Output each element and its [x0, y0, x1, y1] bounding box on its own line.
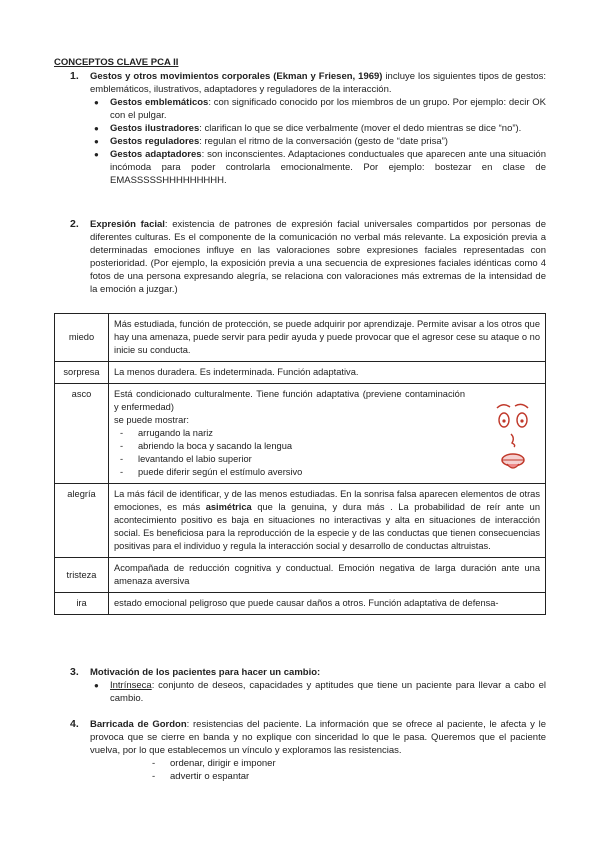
gesture-list — [54, 96, 546, 187]
emotions-table — [54, 313, 546, 615]
list-item-term: Intrínseca — [110, 680, 152, 691]
section-2-heading: Expresión facial — [90, 219, 165, 230]
gordon-list — [146, 757, 546, 783]
disgust-face-illustration — [493, 398, 533, 478]
list-item-term: Gestos adaptadores — [110, 149, 202, 160]
emotion-description — [109, 384, 546, 484]
section-1 — [54, 70, 546, 187]
section-3 — [54, 666, 546, 705]
table-row — [55, 314, 546, 362]
emotion-description: La menos duradera. Es indeterminada. Función adaptativa. — [109, 362, 546, 384]
section-4 — [54, 718, 546, 783]
list-item-term: Gestos reguladores — [110, 136, 200, 147]
list-item — [90, 96, 546, 122]
section-1-intro — [90, 70, 546, 96]
table-row — [55, 484, 546, 558]
section-3-heading: Motivación de los pacientes para hacer un cambio: — [90, 667, 321, 678]
list-item: - arrugando la nariz — [114, 427, 540, 440]
list-item-text: : son inconscientes. Adaptaciones conductuales que aparecen ante una situación incómoda para poder controlarla emocionalmente. Por ejemplo: bostezar en clase de EMASSSSSHHHHHHHHH. — [110, 149, 546, 186]
list-item — [90, 148, 546, 187]
table-row — [55, 384, 546, 484]
emotion-label: sorpresa — [55, 362, 109, 384]
alegria-text-1: La más fácil de identificar, y de las menos estudiadas. En la sonrisa falsa aparecen elementos de otras emociones, es más — [114, 489, 540, 512]
page-title: CONCEPTOS CLAVE PCA II — [54, 57, 179, 68]
emotion-label: tristeza — [55, 558, 109, 593]
section-2-paragraph — [90, 218, 546, 296]
emotion-label: asco — [55, 384, 109, 484]
list-item-text: : con significado conocido por los miembros de un grupo. Por ejemplo: decir OK con el pulgar. — [110, 97, 546, 121]
list-item: - ordenar, dirigir e imponer — [146, 757, 546, 770]
emotion-label: alegría — [55, 484, 109, 558]
asco-list — [114, 427, 540, 479]
section-4-number: 4. — [70, 718, 79, 730]
list-item-text: : conjunto de deseos, capacidades y aptitudes que tiene un paciente para llevar a cabo el cambio. — [110, 680, 546, 704]
list-item-text: : regulan el ritmo de la conversación (gesto de “date prisa”) — [199, 136, 448, 147]
alegria-bold: asimétrica — [205, 502, 252, 512]
list-item: - levantando el labio superior — [114, 453, 540, 466]
emotion-description — [109, 484, 546, 558]
section-4-text: : resistencias del paciente. La información que se ofrece al paciente, le afecta y le provoca que se cierre en banda y no explique con sinceridad lo que le pasa. Queremos que el paciente vuelva, por lo que establecemos un vínculo y exploramos las resistencias. — [90, 719, 547, 756]
section-4-heading: Barricada de Gordon — [90, 719, 187, 730]
list-item — [90, 135, 546, 148]
section-1-text: incluye los siguientes tipos de gestos: emblemáticos, ilustrativos, adaptadores y reguladores de la interacción. — [90, 71, 547, 95]
emotion-description: Acompañada de reducción cognitiva y conductual. Emoción negativa de larga duración ante una amenaza aversiva — [109, 558, 546, 593]
section-4-paragraph — [90, 718, 546, 757]
emotion-description: Más estudiada, función de protección, se puede adquirir por aprendizaje. Permite avisar a los otros que hay una amenaza, puede servir para pedir ayuda y puede provocar que el agresor cese su ataque o no inicie su conducta. — [109, 314, 546, 362]
table-row — [55, 558, 546, 593]
list-item: - advertir o espantar — [146, 770, 546, 783]
asco-intro: se puede mostrar: — [114, 415, 189, 425]
motivation-list — [54, 679, 546, 705]
emotion-description: estado emocional peligroso que puede causar daños a otros. Función adaptativa de defensa- — [109, 593, 546, 615]
emotion-label: ira — [55, 593, 109, 615]
section-2-text: : existencia de patrones de expresión facial universales compartidos por personas de diferentes culturas. Es el componente de la comunicación no verbal más relevante. La exposición previa a determinadas emociones influye en las valoraciones sobre expresiones faciales representadas con posterioridad. (Por ejemplo, la exposición previa a una secuencia de expresiones faciales idénticas como 4 fotos de una persona expresando alegría, se relaciona con valoraciones más extremas de la intensidad de la emoción a juzgar.) — [90, 219, 546, 295]
list-item-text: : clarifican lo que se dice verbalmente (mover el dedo mientras se dice “no”). — [199, 123, 522, 134]
list-item: - puede diferir según el estímulo aversivo — [114, 466, 540, 479]
list-item — [90, 122, 546, 135]
section-3-number: 3. — [70, 666, 79, 678]
table-row — [55, 362, 546, 384]
list-item-term: Gestos emblemáticos — [110, 97, 209, 108]
table-row — [55, 593, 546, 615]
list-item-term: Gestos ilustradores — [110, 123, 200, 134]
section-1-number: 1. — [70, 70, 79, 82]
list-item — [90, 679, 546, 705]
section-1-heading: Gestos y otros movimientos corporales (Ekman y Friesen, 1969) — [90, 71, 383, 82]
list-item: - abriendo la boca y sacando la lengua — [114, 440, 540, 453]
section-2-number: 2. — [70, 218, 79, 230]
section-2 — [54, 218, 546, 296]
asco-text: Está condicionado culturalmente. Tiene función adaptativa (previene contaminación y enfermedad) — [114, 389, 465, 412]
emotion-label: miedo — [55, 314, 109, 362]
alegria-text-2: que la genuina, y dura más . La probabilidad de reír ante un acontecimiento positivo es baja en situaciones no interactivas y alta en situaciones de interacción social. Es beneficiosa para la reproducción de la especie y de las conductas que tienen consecuencias positivas para el individuo y regula la interacción social y desarrollo de conductas altruistas. — [114, 502, 540, 551]
section-3-heading-line — [90, 666, 546, 679]
